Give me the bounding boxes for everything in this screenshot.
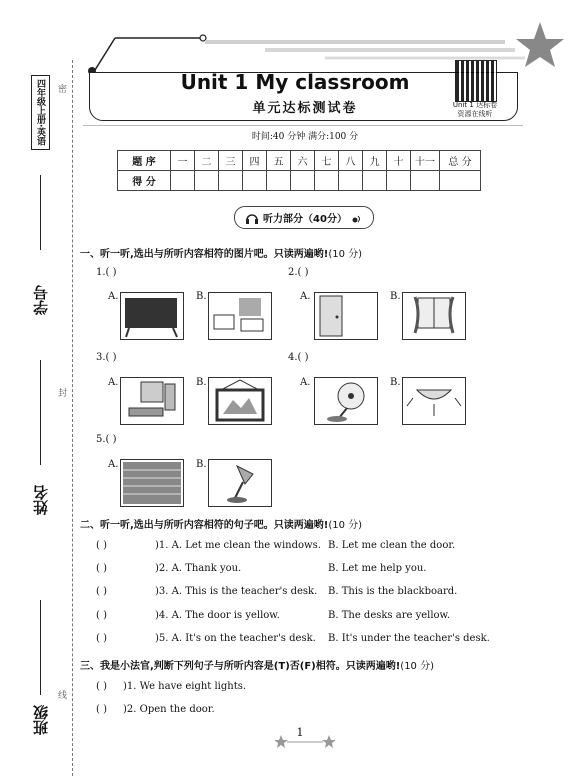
option-label: B. [196, 377, 207, 388]
score-col: 四 [243, 151, 267, 171]
section2-heading: 二、听一听,选出与所听内容相符的句子吧。只读两遍哟!(10 分) [80, 520, 363, 531]
judgement-sentence: )1. We have eight lights. [123, 681, 247, 692]
desk-lamp-picture[interactable] [208, 459, 272, 507]
option-label: B. [196, 459, 207, 470]
question-number[interactable]: 2.( ) [288, 267, 309, 278]
answer-blank[interactable]: ( ) [96, 633, 107, 644]
sentence-option-b: B. Let me clean the door. [328, 540, 456, 551]
picture-frame-picture[interactable] [208, 377, 272, 425]
student-id-line[interactable] [40, 175, 41, 250]
sentence-option-a: )1. A. Let me clean the windows. [155, 540, 321, 551]
name-line[interactable] [40, 360, 41, 465]
score-col: 一 [171, 151, 195, 171]
sentence-option-b: B. It's under the teacher's desk. [328, 633, 490, 644]
class-label: 班级 [32, 705, 50, 735]
score-cell[interactable] [411, 171, 440, 191]
score-col: 六 [291, 151, 315, 171]
option-label: A. [300, 377, 311, 388]
page-subtitle: 单元达标测试卷 [252, 101, 358, 116]
score-table-header: 题 序 [118, 151, 171, 171]
score-col: 十一 [411, 151, 440, 171]
page-title: Unit 1 My classroom [180, 70, 410, 94]
section3-heading: 三、我是小法官,判断下列句子与所听内容是(T)否(F)相符。只读两遍哟!(10 分) [80, 661, 435, 672]
answer-blank[interactable]: ( ) [96, 681, 107, 692]
score-cell[interactable] [267, 171, 291, 191]
sound-icon [351, 212, 363, 224]
sentence-option-b: B. Let me help you. [328, 563, 427, 574]
sentence-option-a: )4. A. The door is yellow. [155, 610, 280, 621]
score-cell[interactable] [339, 171, 363, 191]
question-number[interactable]: 4.( ) [288, 352, 309, 363]
score-cell-total[interactable] [440, 171, 481, 191]
score-col: 五 [267, 151, 291, 171]
score-col: 八 [339, 151, 363, 171]
question-number[interactable]: 3.( ) [96, 352, 117, 363]
option-label: B. [196, 291, 207, 302]
bind-char-mi: 密 [58, 85, 68, 95]
option-label: A. [300, 291, 311, 302]
score-cell[interactable] [315, 171, 339, 191]
sentence-option-b: B. This is the blackboard. [328, 586, 458, 597]
score-cell[interactable] [387, 171, 411, 191]
score-cell[interactable] [195, 171, 219, 191]
answer-blank[interactable]: ( ) [96, 610, 107, 621]
option-label: A. [108, 291, 119, 302]
page-number: 1 [296, 726, 304, 739]
sentence-option-a: )3. A. This is the teacher's desk. [155, 586, 318, 597]
option-label: B. [390, 377, 401, 388]
window-picture[interactable] [402, 292, 466, 340]
student-id-label: 学号 [32, 285, 50, 315]
section1-heading: 一、听一听,选出与所听内容相符的图片吧。只读两遍哟!(10 分) [80, 249, 363, 260]
grade-tag: 四年级上册·英语 [31, 75, 50, 150]
ceiling-light-picture[interactable] [402, 377, 466, 425]
score-col: 七 [315, 151, 339, 171]
score-col: 九 [363, 151, 387, 171]
headphones-icon [245, 211, 259, 225]
listening-badge-label: 听力部分（40分） [263, 214, 347, 225]
qr-code[interactable] [455, 60, 497, 102]
option-label: B. [390, 291, 401, 302]
score-col-total: 总 分 [440, 151, 481, 171]
score-cell[interactable] [171, 171, 195, 191]
score-col: 三 [219, 151, 243, 171]
question-number[interactable]: 5.( ) [96, 434, 117, 445]
score-cell[interactable] [219, 171, 243, 191]
name-label: 姓名 [32, 485, 50, 515]
classroom-desks-picture[interactable] [208, 292, 272, 340]
option-label: A. [108, 377, 119, 388]
option-label: A. [108, 459, 119, 470]
time-info: 时间:40 分钟 满分:100 分 [251, 132, 359, 142]
answer-blank[interactable]: ( ) [96, 563, 107, 574]
question-number[interactable]: 1.( ) [96, 267, 117, 278]
computer-picture[interactable] [120, 377, 184, 425]
binding-dashed-line [72, 60, 73, 776]
listening-badge [234, 206, 374, 229]
score-cell[interactable] [363, 171, 387, 191]
score-cell[interactable] [291, 171, 315, 191]
answer-blank[interactable]: ( ) [96, 540, 107, 551]
answer-blank[interactable]: ( ) [96, 586, 107, 597]
sentence-option-a: )5. A. It's on the teacher's desk. [155, 633, 316, 644]
class-line[interactable] [40, 600, 41, 695]
door-picture[interactable] [314, 292, 378, 340]
answer-blank[interactable]: ( ) [96, 704, 107, 715]
score-col: 十 [387, 151, 411, 171]
score-row-label: 得 分 [118, 171, 171, 191]
fan-picture[interactable] [314, 377, 378, 425]
bind-char-xian: 线 [58, 691, 68, 701]
score-cell[interactable] [243, 171, 267, 191]
sentence-option-a: )2. A. Thank you. [155, 563, 242, 574]
judgement-sentence: )2. Open the door. [123, 704, 215, 715]
header-separator [83, 125, 523, 126]
score-col: 二 [195, 151, 219, 171]
bind-char-feng: 封 [58, 389, 68, 399]
qr-caption: Unit 1 达标卷 资源在线听 [452, 101, 498, 118]
wall-picture[interactable] [120, 459, 184, 507]
sentence-option-b: B. The desks are yellow. [328, 610, 451, 621]
score-table [117, 150, 481, 191]
blackboard-picture[interactable] [120, 292, 184, 340]
